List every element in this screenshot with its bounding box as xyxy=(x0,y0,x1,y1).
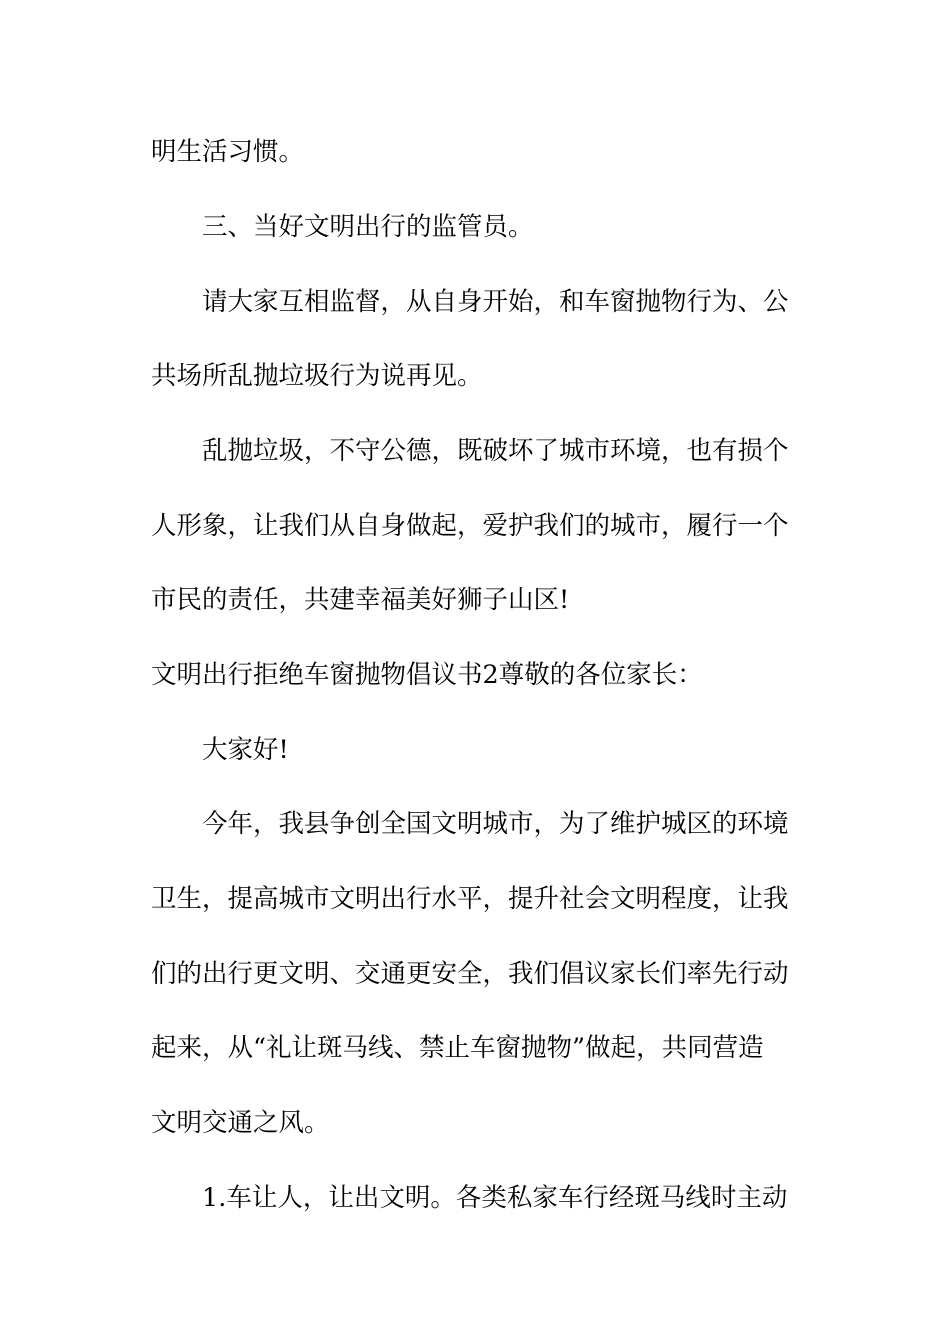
paragraph-line: 乱抛垃圾，不守公德，既破坏了城市环境，也有损个 xyxy=(202,436,789,466)
list-item-line: 1.车让人，让出文明。各类私家车行经斑马线时主动 xyxy=(202,1183,788,1213)
paragraph-line: 卫生，提高城市文明出行水平，提升社会文明程度，让我 xyxy=(151,884,789,914)
paragraph-line: 人形象，让我们从自身做起，爱护我们的城市，履行一个 xyxy=(151,511,789,541)
document-title-line: 文明出行拒绝车窗抛物倡议书2尊敬的各位家长： xyxy=(151,660,703,690)
paragraph-line: 今年，我县争创全国文明城市，为了维护城区的环境 xyxy=(202,809,789,839)
paragraph-line: 请大家互相监督，从自身开始，和车窗抛物行为、公 xyxy=(202,287,789,317)
paragraph-line: 共场所乱抛垃圾行为说再见。 xyxy=(151,361,483,391)
paragraph-line: 们的出行更文明、交通更安全，我们倡议家长们率先行动 xyxy=(151,959,789,989)
paragraph-line: 市民的责任，共建幸福美好狮子山区! xyxy=(151,585,570,615)
greeting-line: 大家好! xyxy=(202,735,289,765)
paragraph-line: 起来，从“礼让斑马线、禁止车窗抛物”做起，共同营造 xyxy=(151,1033,764,1063)
paragraph-line: 文明交通之风。 xyxy=(151,1108,330,1138)
section-heading: 三、当好文明出行的监管员。 xyxy=(202,212,534,242)
text-line: 明生活习惯。 xyxy=(151,137,305,167)
